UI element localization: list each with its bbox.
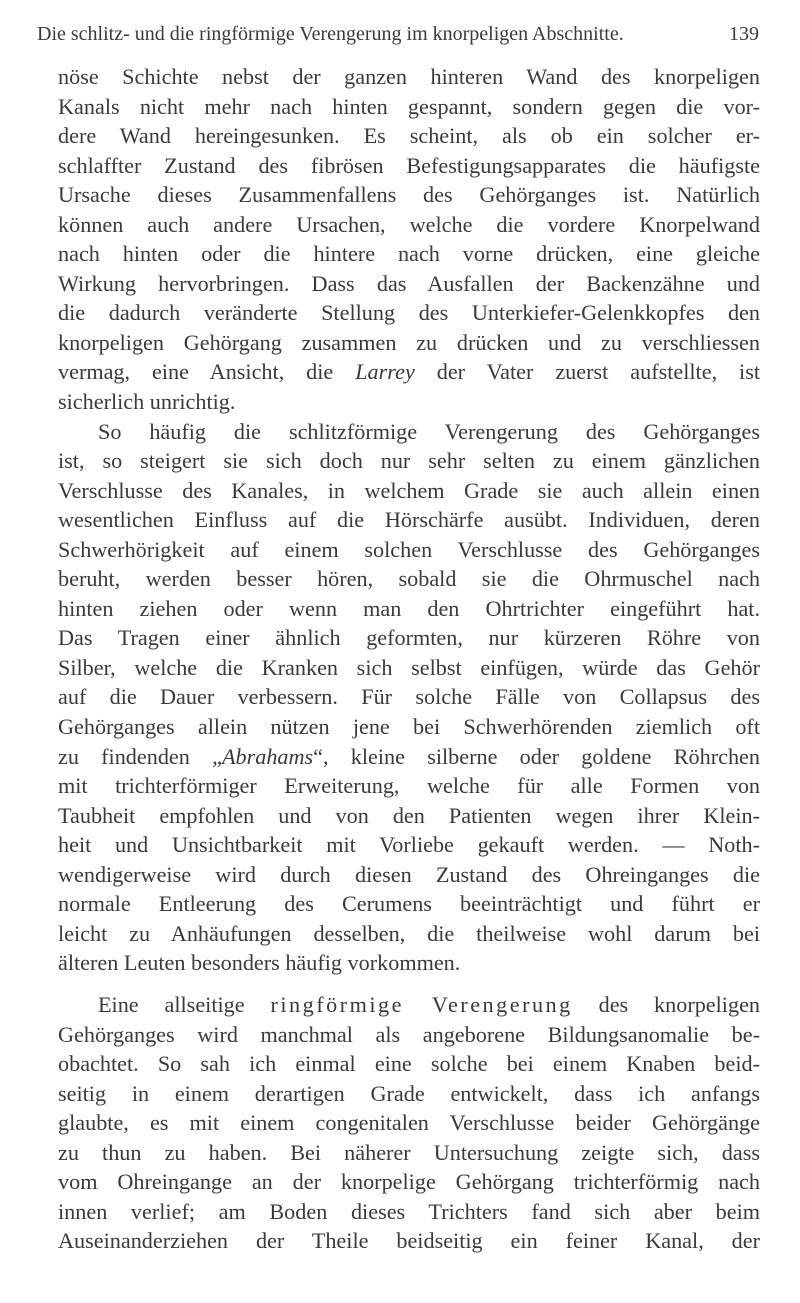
text-line: mit trichterförmiger Erweiterung, welche für alle Formen von: [58, 773, 760, 799]
text-line: dere Wand hereingesunken. Es scheint, als ob ein solcher er-: [58, 123, 760, 149]
text-line: Silber, welche die Kranken sich selbst einfügen, würde das Gehör: [58, 654, 760, 680]
text-line: können auch andere Ursachen, welche die vordere Knorpelwand: [58, 211, 760, 237]
text-line: nöse Schichte nebst der ganzen hinteren Wand des knorpeligen: [58, 64, 760, 89]
text-line: schlaffter Zustand des fibrösen Befestigungsapparates die häufigste: [58, 152, 760, 178]
text-line: heit und Unsichtbarkeit mit Vorliebe gekauft werden. — Noth-: [58, 832, 760, 858]
text-line-with-name: [58, 742, 760, 772]
italic-name-abrahams: Abrahams: [221, 743, 314, 769]
text-line: älteren Leuten besonders häufig vorkommen.: [58, 950, 461, 976]
text-segment: des knorpeligen: [598, 991, 761, 1017]
text-line: Wirkung hervorbringen. Dass das Ausfallen der Backenzähne und: [58, 270, 760, 296]
text-line: leicht zu Anhäufungen desselben, die theilweise wohl darum bei: [58, 920, 760, 946]
text-line-with-name: [58, 357, 760, 387]
text-line: beruht, werden besser hören, sobald sie die Ohrmuschel nach: [58, 566, 760, 592]
text-line: nach hinten oder die hintere nach vorne drücken, eine gleiche: [58, 241, 760, 267]
text-line: So häufig die schlitzförmige Verengerung des Gehörganges: [98, 418, 760, 444]
text-line: wesentlichen Einfluss auf die Hörschärfe ausübt. Individuen, deren: [58, 507, 760, 533]
paragraph-2: [58, 417, 760, 978]
text-line: vom Ohreingange an der knorpelige Gehörgang trichterförmig nach: [58, 1169, 760, 1195]
text-line: hinten ziehen oder wenn man den Ohrtrichter eingeführt hat.: [58, 595, 760, 621]
text-line-with-emphasis: [58, 990, 760, 1020]
italic-name-larrey: Larrey: [355, 359, 415, 385]
text-line: Ursache dieses Zusammenfallens des Gehörganges ist. Natürlich: [58, 182, 760, 208]
text-line: knorpeligen Gehörgang zusammen zu drücken und zu verschliessen: [58, 329, 760, 355]
text-line: die dadurch veränderte Stellung des Unterkiefer-Gelenkkopfes den: [58, 300, 760, 326]
text-line: seitig in einem derartigen Grade entwickelt, dass ich anfangs: [58, 1080, 760, 1106]
text-line: Schwerhörigkeit auf einem solchen Verschlusse des Gehörganges: [58, 536, 760, 562]
spaced-emphasis: ringförmige Verengerung: [270, 991, 573, 1017]
text-line: ist, so steigert sie sich doch nur sehr selten zu einem gänzlichen: [58, 448, 760, 474]
body-text: [58, 62, 760, 1256]
text-line: zu thun zu haben. Bei näherer Untersuchung zeigte sich, dass: [58, 1139, 760, 1165]
running-head: [37, 18, 759, 50]
text-line: obachtet. So sah ich einmal eine solche bei einem Knaben beid-: [58, 1051, 760, 1077]
paragraph-1: [58, 62, 760, 417]
text-segment: Eine allseitige: [98, 991, 245, 1017]
text-line: Verschlusse des Kanales, in welchem Grade sie auch allein einen: [58, 477, 760, 503]
text-line: Gehörganges wird manchmal als angeborene Bildungsanomalie be-: [58, 1021, 760, 1047]
text-segment: der Vater zuerst aufstellte, ist: [436, 359, 761, 385]
text-segment: zu findenden „: [58, 743, 222, 769]
text-segment: vermag, eine Ansicht, die: [58, 359, 334, 385]
running-head-title: Die schlitz- und die ringförmige Verengerung im knorpeligen Abschnitte.: [37, 23, 624, 45]
text-line: innen verlief; am Boden dieses Trichters fand sich aber beim: [58, 1198, 760, 1224]
text-line: Auseinanderziehen der Theile beidseitig ein feiner Kanal, der: [58, 1228, 760, 1254]
text-line: glaubte, es mit einem congenitalen Verschlusse beider Gehörgänge: [58, 1110, 760, 1136]
paragraph-3: [58, 990, 760, 1256]
text-line: normale Entleerung des Cerumens beeinträchtigt und führt er: [58, 891, 760, 917]
text-line: Kanals nicht mehr nach hinten gespannt, sondern gegen die vor-: [58, 93, 760, 119]
paragraph-spacer: [58, 978, 760, 990]
text-line: sicherlich unrichtig.: [58, 389, 236, 415]
text-line: auf die Dauer verbessern. Für solche Fälle von Collapsus des: [58, 684, 760, 710]
text-line: Das Tragen einer ähnlich geformten, nur kürzeren Röhre von: [58, 625, 760, 651]
text-segment: “, kleine silberne oder goldene Röhrchen: [313, 743, 760, 769]
text-line: Gehörganges allein nützen jene bei Schwerhörenden ziemlich oft: [58, 714, 760, 740]
page-number: 139: [729, 23, 759, 45]
text-line: Taubheit empfohlen und von den Patienten wegen ihrer Klein-: [58, 802, 760, 828]
text-line: wendigerweise wird durch diesen Zustand des Ohreinganges die: [58, 861, 760, 887]
